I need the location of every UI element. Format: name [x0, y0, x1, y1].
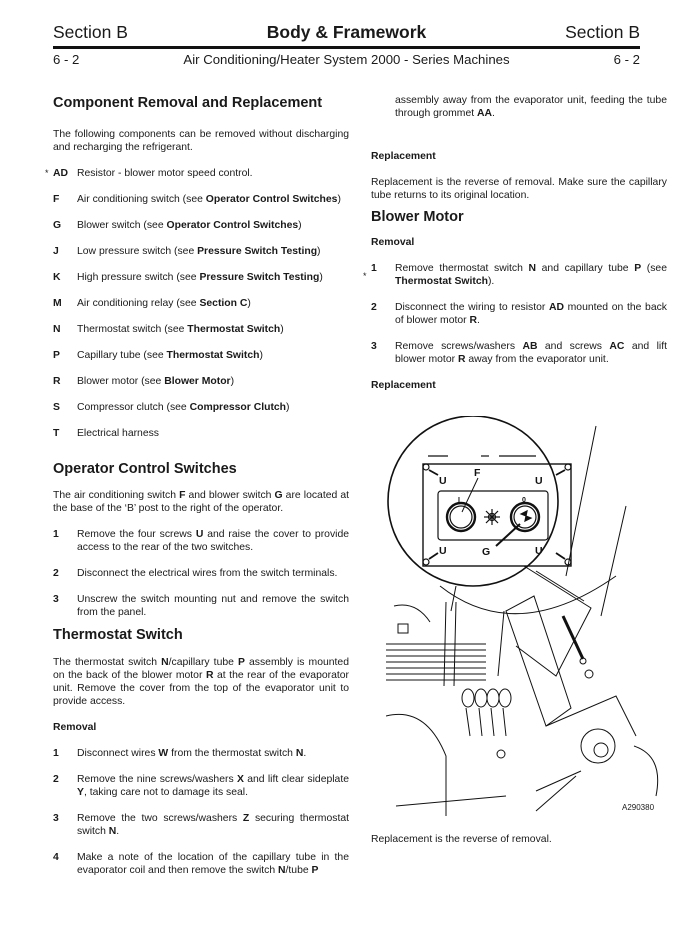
step-text: mounted on the back of blower motor	[395, 302, 667, 326]
component-text: Low pressure switch (see	[77, 246, 198, 257]
component-list-item	[53, 323, 349, 336]
step-number: 1	[53, 529, 59, 540]
label-on: I	[458, 497, 460, 504]
thermostat-replacement-heading: Replacement	[371, 151, 436, 162]
component-list-item	[53, 401, 349, 414]
step-text: and lift clear sideplate	[243, 774, 349, 785]
component-reference: Compressor Clutch	[189, 402, 287, 413]
step-text: .	[303, 748, 307, 759]
component-list-item	[53, 271, 349, 284]
step-text: Disconnect the electrical wires from the switch terminals.	[77, 568, 338, 579]
component-text-end: )	[317, 246, 321, 257]
operator-switch-step	[53, 593, 349, 619]
step-reference: AD	[548, 302, 564, 313]
step-reference: W	[158, 748, 169, 759]
step-text: and lift blower motor	[395, 341, 667, 365]
blower-motor-heading: Blower Motor	[371, 209, 464, 225]
section-label-left: Section B	[53, 22, 128, 42]
step-text: securing thermostat switch	[77, 813, 349, 837]
step-text: and screws	[537, 341, 610, 352]
step-text: Remove the two screws/washers	[77, 813, 243, 824]
operator-switches-heading: Operator Control Switches	[53, 461, 237, 477]
component-text: Resistor - blower motor speed control.	[77, 168, 253, 179]
thermostat-removal-steps	[53, 747, 349, 877]
component-list-item	[53, 245, 349, 258]
step-reference: N	[108, 826, 117, 837]
figure-id: A290380	[622, 803, 655, 812]
label-f: F	[474, 467, 481, 479]
component-text-end: )	[259, 350, 263, 361]
component-key: K	[53, 272, 61, 283]
component-list-item	[53, 193, 349, 206]
component-text: Air conditioning relay (see	[77, 298, 200, 309]
step-text: Remove thermostat switch	[395, 263, 529, 274]
operator-switch-steps	[53, 528, 349, 619]
thermostat-removal-step	[53, 773, 349, 799]
step-text: Make a note of the location of the capillary tube in the evaporator coil and then remove the switch	[77, 852, 349, 876]
component-text-end: )	[247, 298, 251, 309]
component-removal-heading: Component Removal and Replacement	[53, 95, 323, 111]
component-list-item	[45, 167, 349, 180]
step-reference: N	[278, 865, 286, 876]
component-text: Blower motor (see	[77, 376, 165, 387]
component-key: N	[53, 324, 61, 335]
component-text-end: )	[230, 376, 235, 387]
component-reference: Thermostat Switch	[187, 324, 281, 335]
thermostat-step-4-continued: assembly away from the evaporator unit, feeding the tube through grommet AA.	[395, 95, 667, 119]
component-key: M	[53, 298, 62, 309]
step-text: Disconnect the wiring to resistor	[395, 302, 549, 313]
component-text: Capillary tube (see	[77, 350, 167, 361]
switch-panel-illustration	[386, 416, 664, 816]
step-text: Remove screws/washers	[395, 341, 523, 352]
step-text: Remove the four screws	[77, 529, 196, 540]
page-subtitle: Air Conditioning/Heater System 2000 - Series Machines	[183, 52, 510, 67]
component-reference: Thermostat Switch	[166, 350, 260, 361]
component-list-item	[53, 349, 349, 362]
step-text: Remove the nine screws/washers	[77, 774, 237, 785]
step-reference: AC	[609, 341, 625, 352]
step-text: and raise the cover to provide access to the rear of the two switches.	[77, 529, 350, 553]
blower-removal-step	[363, 262, 667, 288]
label-g: G	[482, 546, 491, 558]
step-reference: P	[634, 263, 642, 274]
component-text: Air conditioning switch (see	[77, 194, 206, 205]
thermostat-removal-step	[53, 747, 349, 760]
thermostat-removal-step	[53, 851, 349, 877]
page-header	[53, 22, 640, 46]
operator-switch-step	[53, 567, 349, 580]
page-number-left: 6 - 2	[53, 52, 80, 67]
step-number: 3	[371, 341, 377, 352]
header-rule	[53, 46, 640, 49]
step-number: 3	[53, 813, 59, 824]
thermostat-removal-step	[53, 812, 349, 838]
step-text: .	[477, 315, 480, 326]
step-text: and capillary tube	[536, 263, 635, 274]
component-reference: Pressure Switch Testing	[197, 246, 318, 257]
step-text: away from the evaporator unit.	[465, 354, 609, 365]
step-reference: R	[457, 354, 466, 365]
component-removal-intro: The following components can be removed without discharging and recharging the refrigerant.	[53, 129, 349, 153]
component-key: AD	[53, 168, 69, 179]
operator-switches-intro: The air conditioning switch F and blower switch G are located at the base of the ‘B’ post to the right of the operator.	[53, 490, 350, 514]
component-text-end: )	[280, 324, 284, 335]
step-reference: X	[236, 774, 244, 785]
component-key: R	[53, 376, 61, 387]
step-number: 2	[53, 774, 59, 785]
page-number-right: 6 - 2	[613, 52, 640, 67]
thermostat-removal-heading: Removal	[53, 722, 97, 733]
magnifier-circle	[388, 416, 558, 586]
right-column	[363, 94, 667, 392]
component-text: High pressure switch (see	[77, 272, 200, 283]
cab-interior-drawing	[386, 426, 658, 816]
step-number: 1	[371, 263, 377, 274]
component-list-item	[53, 219, 349, 232]
step-text: (see	[641, 263, 667, 274]
step-reference: Z	[242, 813, 250, 824]
blower-removal-heading: Removal	[371, 237, 415, 248]
section-label-right: Section B	[565, 22, 640, 42]
label-off: 0	[522, 497, 526, 504]
component-text: Blower switch (see	[77, 220, 167, 231]
blower-replacement-heading: Replacement	[371, 380, 436, 391]
thermostat-replacement-text: Replacement is the reverse of removal. Make sure the capillary tube returns to its original location.	[371, 177, 667, 201]
label-u-bottom-right: U	[535, 545, 543, 557]
component-list-item	[53, 427, 349, 440]
step-text: Disconnect wires	[77, 748, 159, 759]
component-text-end: )	[298, 220, 302, 231]
footnote-star: *	[363, 271, 367, 281]
component-reference: Operator Control Switches	[166, 220, 299, 231]
step-number: 1	[53, 748, 59, 759]
blower-switch-knob	[511, 503, 539, 531]
component-key: P	[53, 350, 60, 361]
component-text-end: )	[286, 402, 290, 413]
step-number: 2	[53, 568, 59, 579]
component-text: Thermostat switch (see	[77, 324, 188, 335]
component-list	[45, 167, 349, 440]
snowflake-icon	[484, 509, 500, 525]
component-key: S	[53, 402, 60, 413]
label-u-top-left: U	[439, 475, 447, 487]
footnote-star: *	[45, 168, 49, 178]
page-subheader	[53, 52, 640, 70]
step-number: 2	[371, 302, 377, 313]
label-u-bottom-left: U	[439, 545, 447, 557]
component-text: Compressor clutch (see	[77, 402, 190, 413]
component-key: T	[53, 428, 60, 439]
thermostat-intro: The thermostat switch N/capillary tube P assembly is mounted on the back of the blower motor R at the rear of the evaporator unit. Remove the cover from the top of the evaporator unit to provide access.	[53, 657, 349, 707]
fan-icon	[521, 511, 531, 521]
component-text: Electrical harness	[77, 428, 160, 439]
step-reference: N	[528, 263, 537, 274]
component-list-item	[53, 297, 349, 310]
component-text-end: )	[337, 194, 341, 205]
component-key: F	[53, 194, 60, 205]
step-number: 3	[53, 594, 59, 605]
step-reference: R	[469, 315, 478, 326]
step-text: Unscrew the switch mounting nut and remove the switch from the panel.	[77, 594, 349, 618]
step-text: , taking care not to damage its seal.	[83, 787, 248, 798]
thermostat-heading: Thermostat Switch	[53, 627, 183, 643]
blower-removal-steps	[363, 262, 667, 366]
operator-switch-step	[53, 528, 349, 554]
blower-removal-step	[371, 340, 667, 366]
step-reference: N	[295, 748, 304, 759]
component-reference: Operator Control Switches	[205, 194, 338, 205]
label-u-top-right: U	[535, 475, 543, 487]
component-list-item	[53, 375, 349, 388]
blower-removal-step	[371, 301, 667, 327]
component-reference: Section C	[199, 298, 248, 309]
component-reference: Blower Motor	[164, 376, 231, 387]
blower-replacement-text: Replacement is the reverse of removal.	[371, 834, 552, 845]
component-key: J	[53, 246, 59, 257]
component-text-end: )	[319, 272, 323, 283]
component-reference: Pressure Switch Testing	[199, 272, 320, 283]
step-text: .	[116, 826, 120, 837]
step-reference: P	[311, 865, 319, 876]
step-reference: AB	[522, 341, 538, 352]
step-text: ).	[487, 276, 495, 287]
step-reference: Y	[77, 787, 84, 798]
component-key: G	[53, 220, 62, 231]
ac-switch-knob	[447, 503, 475, 531]
step-reference: Thermostat Switch	[395, 276, 488, 287]
step-reference: U	[195, 529, 204, 540]
page-title: Body & Framework	[266, 22, 427, 42]
step-number: 4	[53, 852, 59, 863]
step-text: from the thermostat switch	[168, 748, 296, 759]
step-text: /tube	[285, 865, 312, 876]
left-column	[45, 94, 350, 877]
